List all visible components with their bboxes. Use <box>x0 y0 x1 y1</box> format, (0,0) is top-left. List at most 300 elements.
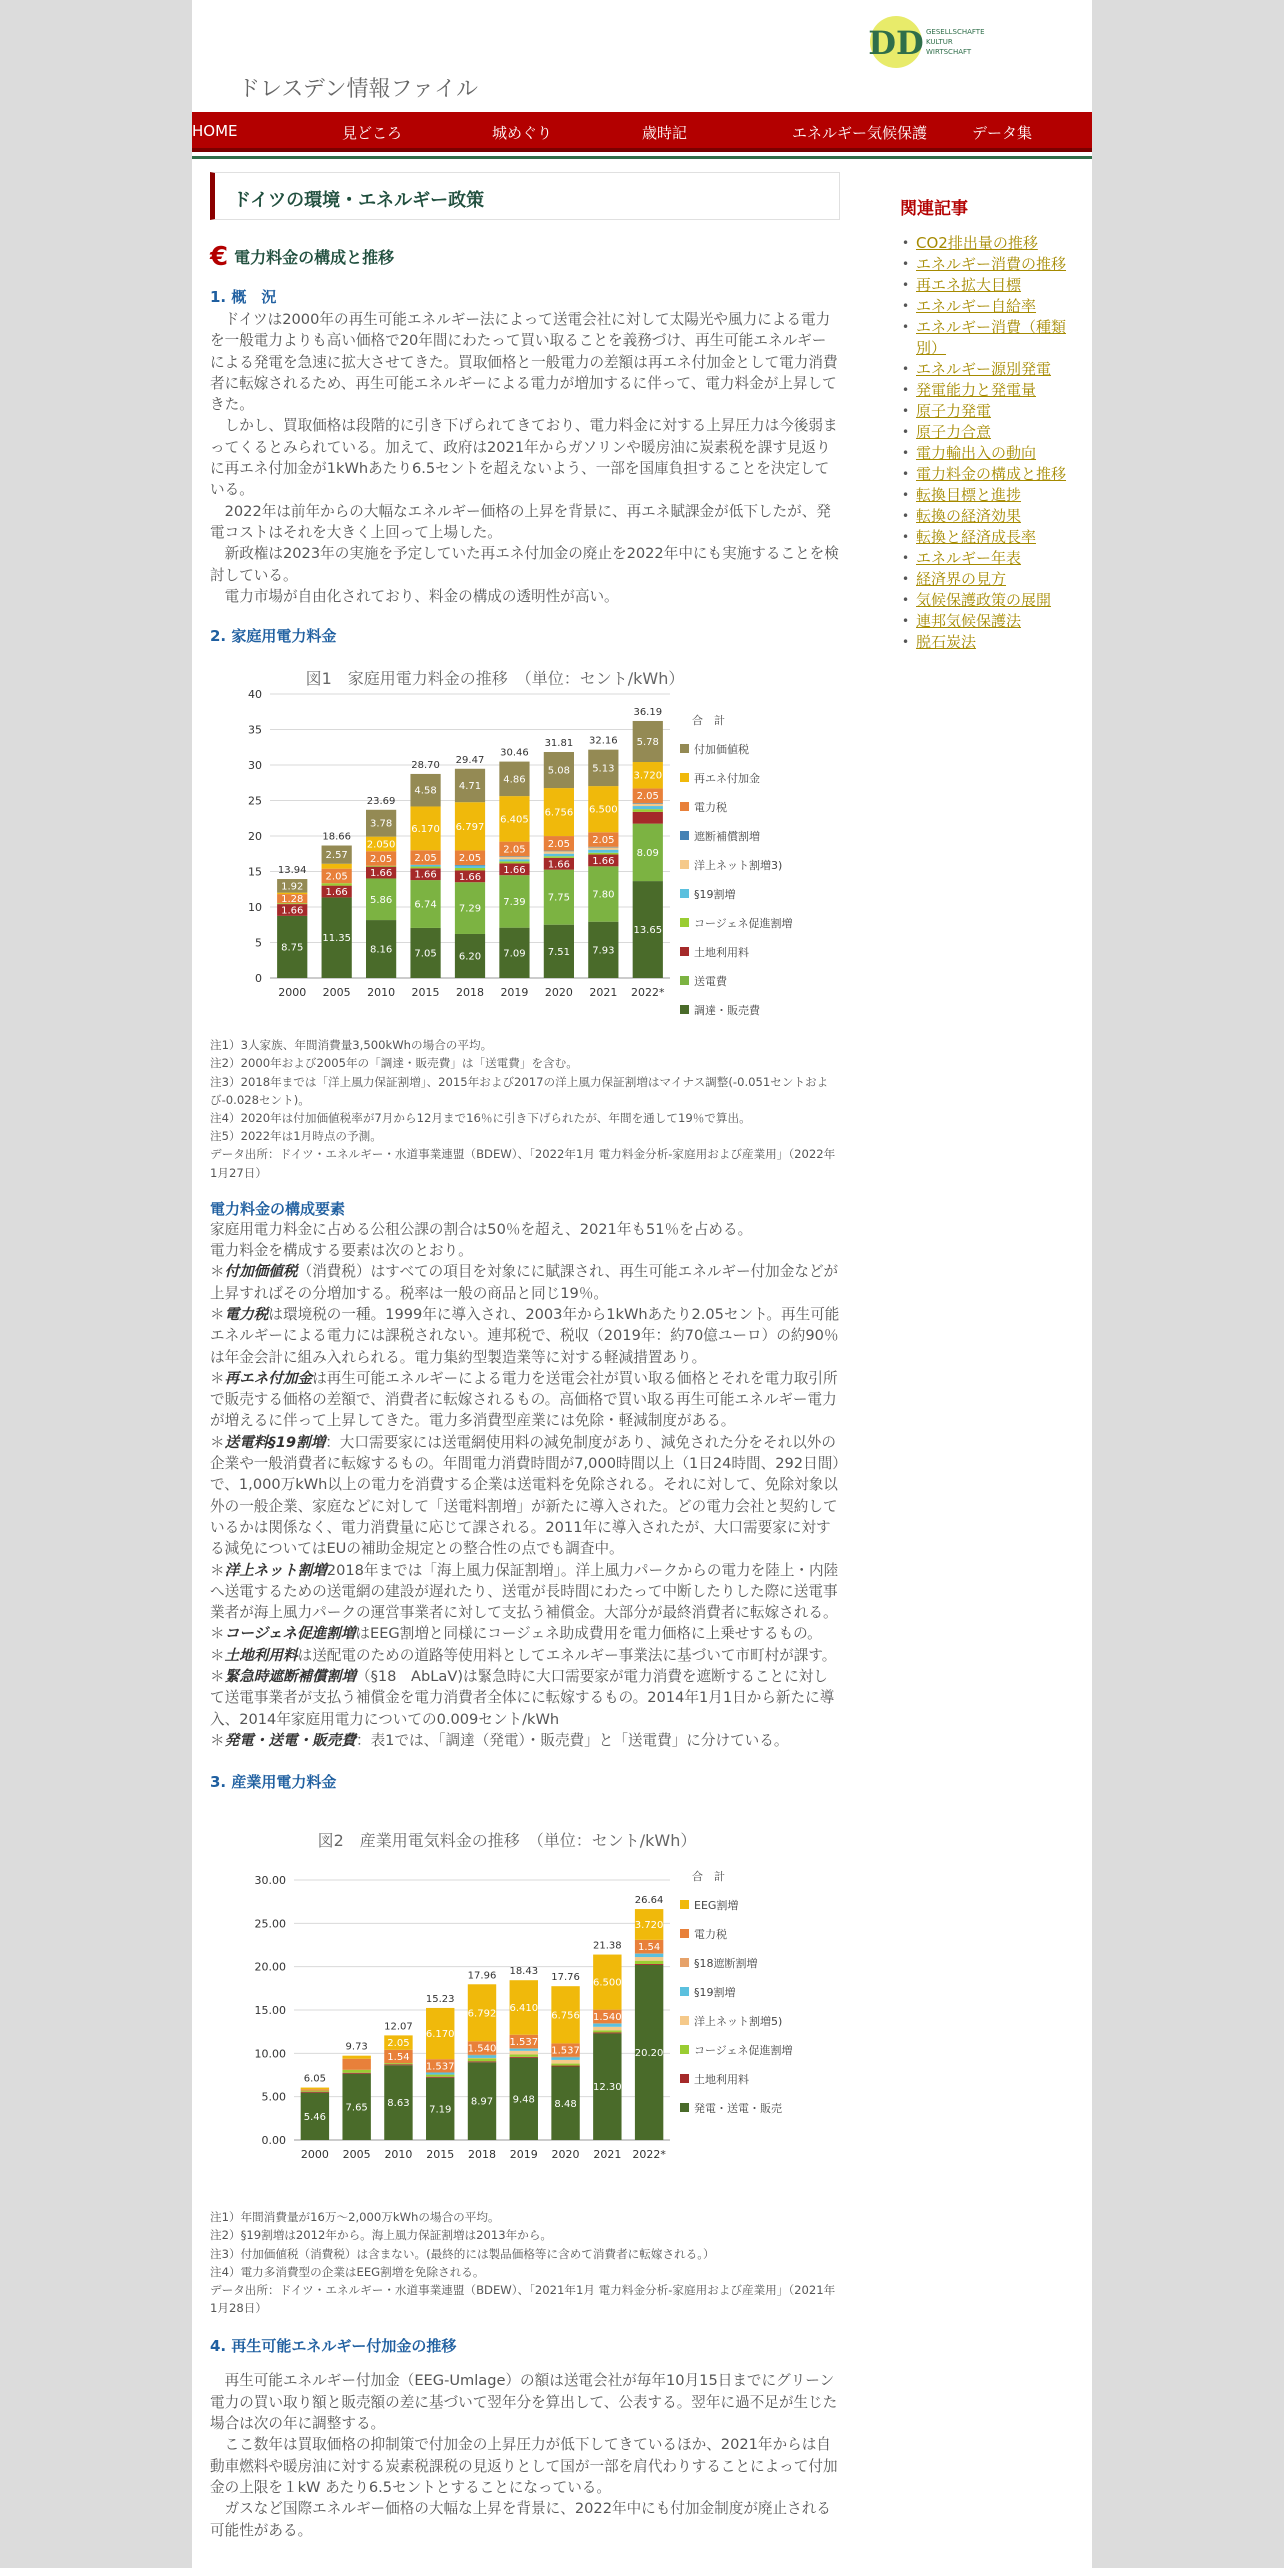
x-tick-label: 2000 <box>300 2148 329 2162</box>
data-label: 5.13 <box>592 763 615 775</box>
nav-sights[interactable]: 見どころ <box>342 124 403 142</box>
page <box>192 0 1092 2568</box>
data-label: 1.66 <box>414 869 437 881</box>
data-label: 7.05 <box>414 948 437 960</box>
bar-segment <box>593 2023 621 2024</box>
data-label: 1.540 <box>467 2043 497 2055</box>
bar-segment <box>499 859 529 861</box>
s4-paragraph: ガスなど国際エネルギー価格の大幅な上昇を背景に、2022年中にも付加金制度が廃止される可能性がある。 <box>210 2500 831 2539</box>
component-term: 再エネ付加金 <box>224 1369 313 1387</box>
fig1-note: 注4）2020年は付加価値税率が7月から12月まで16％に引き下げられたが、年間を通して19％で算出。 <box>210 1110 751 1125</box>
page-title-box <box>210 172 840 220</box>
x-tick-label: 2010 <box>384 2148 413 2162</box>
data-label: 1.66 <box>281 905 304 917</box>
x-tick-label: 2022* <box>631 986 665 1000</box>
s4-heading: 4. 再生可能エネルギー付加金の推移 <box>210 2337 457 2356</box>
sidebar-link[interactable]: • 発電能力と発電量 <box>900 380 1080 401</box>
legend-label: 合 計 <box>692 714 725 728</box>
data-label: 9.48 <box>512 2094 535 2106</box>
x-tick-label: 2005 <box>342 2148 371 2162</box>
component-text: はEEG割増と同様にコージェネ助成費用を電力価格に上乗せするもの。 <box>355 1625 822 1643</box>
total-label: 31.81 <box>544 738 574 750</box>
data-label: 1.537 <box>551 2045 580 2057</box>
bar-segment <box>633 812 663 824</box>
legend-label: 電力税 <box>694 1928 727 1942</box>
data-label: 1.54 <box>387 2052 410 2064</box>
sidebar-link[interactable]: • 経済界の見方 <box>900 569 1080 590</box>
x-tick-label: 2021 <box>593 2148 622 2162</box>
data-label: 8.97 <box>470 2096 494 2108</box>
bar-segment <box>468 2058 496 2061</box>
legend-label: コージェネ促進割増 <box>694 2044 793 2058</box>
sidebar-link[interactable]: • 転換と経済成長率 <box>900 527 1080 548</box>
sidebar-link[interactable]: • 電力料金の構成と推移 <box>900 464 1080 485</box>
bar-segment <box>410 867 440 869</box>
s1-paragraph: 電力市場が自由化されており、料金の構成の透明性が高い。 <box>224 587 619 605</box>
legend-label: §19割増 <box>694 888 736 902</box>
data-label: 13.65 <box>633 925 663 937</box>
chart-title: 図1 家庭用電力料金の推移 （単位：セント/kWh） <box>305 669 685 689</box>
component-term: 土地利用料 <box>224 1646 298 1664</box>
components-intro: 電力料金を構成する要素は次のとおり。 <box>210 1242 473 1260</box>
s1-paragraph: ドイツは2000年の再生可能エネルギー法によって送電会社に対して太陽光や風力による電力を一般電力よりも高い価格で20年間にわたって買い取ることを義務づけ、再生可能エネルギーによる発電を急速に拡大させてきた。買取価格と一般電力の差額は再エネ付加金として電力消費者に転嫁されるため、再生可能エネルギーによる電力が増加するに伴って、電力料金が上昇してきた。 <box>210 311 838 414</box>
data-label: 1.66 <box>592 856 615 868</box>
sidebar-link[interactable]: • 脱石炭法 <box>900 632 1080 653</box>
s4-paragraph: 再生可能エネルギー付加金（EEG-Umlage）の額は送電会社が毎年10月15日までにグリーン電力の買い取り額と販売額の差に基づいて翌年分を算出して、公表する。翌年に過不足が生じた場合は次の年に調整する。 <box>210 2372 838 2433</box>
fig1-note: 注2）2000年および2005年の「調達・販売費」は「送電費」を含む。 <box>210 1056 578 1071</box>
data-label: 2.05 <box>325 871 348 883</box>
component-item <box>210 1432 840 1560</box>
x-tick-label: 2018 <box>456 986 484 1000</box>
data-label: 6.20 <box>458 951 482 963</box>
data-label: 7.65 <box>345 2102 368 2114</box>
data-label: 2.05 <box>369 854 393 866</box>
data-label: 5.08 <box>547 765 571 777</box>
data-label: 1.66 <box>325 887 348 899</box>
bar-segment <box>635 1961 663 1964</box>
legend-swatch <box>680 976 689 985</box>
component-text: は環境税の一種。1999年に導入され、2003年から1kWhあたり2.05セント。再生可能エネルギーによる電力には課税されない。連邦税で、税収（2019年：約70億ユーロ）の約90％は年金会計に組み入れられる。電力集約型製造業等に対する軽減措置あり。 <box>210 1305 840 1366</box>
data-label: 4.86 <box>503 774 526 786</box>
y-tick-label: 25 <box>248 794 262 808</box>
bar-segment <box>499 856 529 857</box>
sidebar-link[interactable]: • エネルギー源別発電 <box>900 359 1080 380</box>
legend-label: 調達・販売費 <box>694 1004 760 1018</box>
y-tick-label: 30 <box>248 759 262 773</box>
bar-segment <box>426 2077 454 2078</box>
bar-segment <box>635 1964 663 1965</box>
bar-segment <box>426 2073 454 2075</box>
data-label: 7.80 <box>592 889 615 901</box>
data-label: 1.92 <box>281 881 304 893</box>
logo-sub-1: GESELLSCHAFTE <box>926 28 985 36</box>
legend-swatch <box>680 1929 689 1938</box>
legend-label: 発電・送電・販売 <box>694 2102 782 2116</box>
y-tick-label: 5 <box>255 936 262 950</box>
total-label: 15.23 <box>425 1994 455 2006</box>
fig1-note: 注5）2022年は1月時点の予測。 <box>210 1129 382 1144</box>
data-label: 5.78 <box>636 737 659 749</box>
bar-segment <box>510 2048 538 2049</box>
fig1-source: データ出所：ドイツ・エネルギー・水道事業連盟（BDEW）、「2022年1月 電力料金分析-家庭用および産業用」（2022年1月27日） <box>210 1147 836 1180</box>
data-label: 1.537 <box>509 2037 539 2049</box>
legend-swatch <box>680 744 689 753</box>
chart-household <box>210 660 840 1030</box>
logo-sub-3: WIRTSCHAFT <box>926 48 972 56</box>
legend-swatch <box>680 889 689 898</box>
bar-segment <box>633 803 663 804</box>
total-label: 18.66 <box>322 831 351 843</box>
s4-body <box>210 2370 840 2540</box>
fig2-note: 注3）付加価値税（消費税）は含まない。(最終的には製品価格等に含めて消費者に転嫁される。） <box>210 2246 715 2261</box>
legend-label: EEG割増 <box>694 1899 739 1913</box>
legend-swatch <box>680 2045 689 2054</box>
sidebar-link[interactable]: • 転換の経済効果 <box>900 506 1080 527</box>
data-label: 7.51 <box>547 946 571 958</box>
nav-divider <box>192 156 1092 159</box>
x-tick-label: 2010 <box>367 986 396 1000</box>
legend-label: 土地利用料 <box>694 2073 749 2087</box>
section-title-text: 電力料金の構成と推移 <box>234 248 395 267</box>
bar-segment <box>455 868 485 870</box>
bar-segment <box>342 2059 370 2070</box>
legend-swatch <box>680 2103 689 2112</box>
bar-segment <box>322 883 352 885</box>
sidebar-link[interactable]: • 電力輸出入の動向 <box>900 443 1080 464</box>
bar-segment <box>455 865 485 866</box>
bar-segment <box>551 2060 579 2064</box>
data-label: 2.05 <box>503 844 526 856</box>
data-label: 4.58 <box>414 785 437 797</box>
bar-segment <box>635 1957 663 1961</box>
legend-swatch <box>680 773 689 782</box>
bullet-star: ＊ <box>210 1731 225 1749</box>
bar-segment <box>551 2066 579 2067</box>
x-tick-label: 2019 <box>500 986 529 1000</box>
fig2-source: データ出所：ドイツ・エネルギー・水道事業連盟（BDEW）、「2021年1月 電力料金分析-家庭用および産業用」（2021年1月28日） <box>210 2283 836 2316</box>
total-label: 21.38 <box>593 1940 622 1952</box>
bar-segment <box>366 866 396 867</box>
x-tick-label: 2000 <box>278 986 307 1000</box>
y-tick-label: 0.00 <box>261 2134 286 2148</box>
site-logo[interactable] <box>868 14 985 70</box>
data-label: 8.16 <box>369 944 393 956</box>
fig2-notes <box>210 2208 840 2317</box>
component-term: コージェネ促進割増 <box>224 1625 356 1643</box>
legend-swatch <box>680 1987 689 1996</box>
sidebar-link[interactable]: • 再エネ拡大目標 <box>900 275 1080 296</box>
component-item <box>210 1261 840 1304</box>
x-tick-label: 2021 <box>589 986 618 1000</box>
data-label: 3.78 <box>369 818 393 830</box>
legend-swatch <box>680 1958 689 1967</box>
sidebar <box>900 194 1080 653</box>
legend-swatch <box>680 918 689 927</box>
data-label: 6.170 <box>425 2029 455 2041</box>
data-label: 2.05 <box>387 2038 410 2050</box>
chart-title: 図2 産業用電気料金の推移 （単位：セント/kWh） <box>317 1831 697 1851</box>
data-label: 1.54 <box>637 1942 661 1954</box>
bar-segment <box>301 2091 329 2092</box>
data-label: 2.05 <box>592 835 615 847</box>
components-intro: 家庭用電力料金に占める公租公課の割合は50％を超え、2021年も51％を占める。 <box>210 1220 753 1238</box>
data-label: 5.86 <box>369 894 393 906</box>
bar-segment <box>410 865 440 867</box>
legend-label: 合 計 <box>692 1870 725 1884</box>
data-label: 1.540 <box>593 2012 622 2024</box>
data-label: 3.720 <box>634 1920 664 1932</box>
legend-label: §18遮断割増 <box>694 1957 758 1971</box>
total-label: 29.47 <box>455 754 485 766</box>
site-title[interactable]: ドレスデン情報ファイル <box>238 77 479 102</box>
sidebar-link[interactable]: • 原子力発電 <box>900 401 1080 422</box>
bar-segment <box>593 2033 621 2034</box>
data-label: 1.28 <box>281 894 304 906</box>
x-tick-label: 2015 <box>411 986 440 1000</box>
euro-icon: € <box>210 242 229 272</box>
y-tick-label: 10 <box>248 901 262 915</box>
sidebar-list <box>900 233 1080 653</box>
bar-segment <box>544 854 574 857</box>
x-tick-label: 2019 <box>509 2148 538 2162</box>
s4-paragraph: ここ数年は買取価格の抑制策で付加金の上昇圧力が低下してきているほか、2021年からは自動車燃料や暖房油に対する炭素税課税の見返りとして国が一部を肩代わりすることによって付加金の上限を１kW あたり6.5セントとすることになっている。 <box>210 2436 838 2496</box>
component-text: 2018年までは「海上風力保証割増」。洋上風力パークからの電力を陸上・内陸へ送電するための送電網の建設が遅れたり、送電が長時間にわたって中断したりした際に送電事業者が海上風力パークの運営事業者に対して支払う補償金。大部分が最終消費者に転嫁される。 <box>210 1561 839 1622</box>
component-term: 発電・送電・販売費 <box>224 1731 356 1749</box>
component-item <box>210 1623 840 1644</box>
page-title: ドイツの環境・エネルギー政策 <box>233 190 485 211</box>
data-label: 4.71 <box>458 781 482 793</box>
y-tick-label: 20 <box>248 830 262 844</box>
y-tick-label: 25.00 <box>254 1917 286 1931</box>
data-label: 12.30 <box>593 2082 622 2094</box>
x-tick-label: 2005 <box>322 986 351 1000</box>
fig2-note: 注1）年間消費量が16万～2,000万kWhの場合の平均。 <box>210 2210 500 2225</box>
total-label: 30.46 <box>500 747 529 759</box>
data-label: 6.797 <box>455 821 485 833</box>
y-tick-label: 0 <box>255 972 262 986</box>
component-text: ：大口需要家には送電網使用料の減免制度があり、減免された分をそれ以外の企業や一般消費者に転嫁するもの。年間電力消費時間が7,000時間以上（1日24時間、292日間）で、1,000万kWh以上の電力を消費する企業は送電料を免除される。それに対して、免除対象以外の一般企業、家庭などに対して「送電料割増」が新たに導入された。どの電力会社と契約しているかは関係なく、電力消費量に応じて課される。2011年に導入されたが、大口需要家に対する減免についてはEUの補助金規定との整合性の点でも調査中。 <box>210 1433 840 1558</box>
total-label: 9.73 <box>345 2041 368 2053</box>
bar-segment <box>277 893 307 894</box>
component-item <box>210 1304 840 1368</box>
data-label: 7.75 <box>547 892 571 904</box>
data-label: 6.170 <box>411 824 440 836</box>
data-label: 1.66 <box>458 871 482 883</box>
s1-paragraph: 新政権は2023年の実施を予定していた再エネ付加金の廃止を2022年中にも実施することを検討している。 <box>210 545 839 584</box>
component-term: 付加価値税 <box>224 1263 298 1281</box>
component-item <box>210 1560 840 1624</box>
logo-sub-2: KULTUR <box>926 38 953 46</box>
legend-swatch <box>680 860 689 869</box>
sidebar-link[interactable]: • 転換目標と進捗 <box>900 485 1080 506</box>
y-tick-label: 5.00 <box>261 2090 286 2104</box>
s3-heading: 3. 産業用電力料金 <box>210 1773 337 1792</box>
data-label: 6.500 <box>593 1977 622 1989</box>
bar-segment <box>544 856 574 858</box>
bar-segment <box>593 2023 621 2027</box>
data-label: 2.05 <box>458 853 482 865</box>
components-list <box>210 1261 840 1751</box>
bar-segment <box>322 864 352 869</box>
legend-label: 土地利用料 <box>694 946 749 960</box>
components-heading: 電力料金の構成要素 <box>210 1199 346 1218</box>
bullet-star: ＊ <box>210 1305 225 1323</box>
data-label: 1.66 <box>503 864 526 876</box>
bar-segment <box>342 2073 370 2074</box>
bar-segment <box>588 847 618 848</box>
section-title <box>210 242 840 272</box>
y-tick-label: 10.00 <box>254 2047 286 2061</box>
nav-data[interactable]: データ集 <box>972 124 1033 142</box>
total-label: 6.05 <box>303 2073 327 2085</box>
total-label: 23.69 <box>366 795 396 807</box>
bar-segment <box>384 2063 412 2064</box>
fig1-note: 注1）3人家族、年間消費量3,500kWhの場合の平均。 <box>210 1038 493 1053</box>
data-label: 5.46 <box>303 2112 327 2124</box>
data-label: 8.48 <box>554 2098 577 2110</box>
bullet-star: ＊ <box>210 1646 225 1664</box>
legend-label: 洋上ネット割増3) <box>694 859 783 873</box>
bullet-star: ＊ <box>210 1625 225 1643</box>
bar-segment <box>593 2030 621 2032</box>
data-label: 1.66 <box>547 859 571 871</box>
legend-label: コージェネ促進割増 <box>694 917 793 931</box>
s2-heading: 2. 家庭用電力料金 <box>210 627 337 646</box>
site-header <box>192 0 1092 112</box>
y-tick-label: 15 <box>248 865 262 879</box>
data-label: 6.756 <box>551 2010 580 2022</box>
bar-segment <box>342 2056 370 2059</box>
sidebar-title: 関連記事 <box>900 199 968 219</box>
y-tick-label: 20.00 <box>254 1960 286 1974</box>
sidebar-link[interactable]: • エネルギー消費（種類別） <box>900 317 1080 359</box>
y-tick-label: 15.00 <box>254 2004 286 2018</box>
bar-segment <box>633 806 663 809</box>
legend-label: 遮断補償割増 <box>694 830 760 844</box>
data-label: 20.20 <box>634 2048 664 2060</box>
legend-label: 再エネ付加金 <box>694 772 760 786</box>
component-item <box>210 1645 840 1666</box>
data-label: 7.93 <box>592 945 615 957</box>
bar-segment <box>635 1953 663 1957</box>
bar-segment <box>301 2090 329 2091</box>
x-tick-label: 2022* <box>632 2148 666 2162</box>
bar-segment <box>635 1953 663 1954</box>
bar-segment <box>551 2057 579 2058</box>
sidebar-link[interactable]: • エネルギー年表 <box>900 548 1080 569</box>
bar-segment <box>510 2051 538 2055</box>
sidebar-link[interactable]: • CO2排出量の推移 <box>900 233 1080 254</box>
bullet-star: ＊ <box>210 1263 225 1281</box>
bar-segment <box>588 850 618 853</box>
y-tick-label: 35 <box>248 723 262 737</box>
sidebar-link[interactable]: • 連邦気候保護法 <box>900 611 1080 632</box>
legend-swatch <box>680 2016 689 2025</box>
sidebar-link[interactable]: • エネルギー自給率 <box>900 296 1080 317</box>
data-label: 6.500 <box>589 804 618 816</box>
legend-label: §19割増 <box>694 1986 736 2000</box>
y-tick-label: 30.00 <box>254 1874 286 1888</box>
data-label: 2.57 <box>325 850 348 862</box>
total-label: 28.70 <box>411 760 440 772</box>
data-label: 2.05 <box>636 791 659 803</box>
data-label: 8.09 <box>636 848 659 860</box>
nav-home[interactable]: HOME <box>192 122 238 140</box>
legend-swatch <box>680 1900 689 1909</box>
component-item <box>210 1368 840 1432</box>
bar-segment <box>468 2058 496 2059</box>
data-label: 7.39 <box>503 897 526 909</box>
nav-seasons[interactable]: 歳時記 <box>642 124 688 142</box>
legend-label: 付加価値税 <box>694 743 749 757</box>
bar-segment <box>593 2027 621 2030</box>
y-tick-label: 40 <box>248 688 262 702</box>
x-tick-label: 2020 <box>544 986 573 1000</box>
data-label: 6.410 <box>509 2003 539 2015</box>
legend-swatch <box>680 802 689 811</box>
legend-swatch <box>680 2074 689 2083</box>
x-tick-label: 2018 <box>468 2148 496 2162</box>
bar-segment <box>544 851 574 852</box>
data-label: 1.537 <box>425 2061 455 2073</box>
sidebar-link[interactable]: • エネルギー消費の推移 <box>900 254 1080 275</box>
data-label: 8.75 <box>281 942 304 954</box>
sidebar-link[interactable]: • 原子力合意 <box>900 422 1080 443</box>
legend-label: 送電費 <box>694 975 727 989</box>
total-label: 18.43 <box>509 1966 539 1978</box>
data-label: 6.756 <box>544 807 574 819</box>
component-item <box>210 1730 840 1751</box>
main-nav <box>192 112 1092 152</box>
nav-energy-climate[interactable]: エネルギー気候保護 <box>792 124 928 142</box>
bullet-star: ＊ <box>210 1561 225 1579</box>
data-label: 8.63 <box>387 2098 410 2110</box>
s1-paragraph: 2022年は前年からの大幅なエネルギー価格の上昇を背景に、再エネ賦課金が低下したが、発電コストはそれを大きく上回って上場した。 <box>210 502 831 541</box>
main-content <box>210 172 840 2541</box>
data-label: 6.405 <box>500 814 529 826</box>
component-text: （§18 AbLaV)は緊急時に大口需要家が電力消費を遮断することに対して送電事業者が支払う補償金を電力消費者全体にに転嫁するもの。2014年1月1日から新たに導入、2014年家庭用電力についての0.009セント/kWh <box>210 1668 835 1728</box>
component-text: は再生可能エネルギーによる電力を送電会社が買い取る価格とそれを電力取引所で販売する価格の差額で、消費者に転嫁されるもの。高価格で買い取る再生可能エネルギー電力が増えるに伴って上昇してきた。電力多消費型産業には免除・軽減制度がある。 <box>210 1369 838 1430</box>
data-label: 11.35 <box>322 933 351 945</box>
s1-paragraph: しかし、買取価格は段階的に引き下げられてきており、電力料金に対する上昇圧力は今後弱まってくるとみられている。加えて、政府は2021年からガソリンや暖房油に炭素税を課す見返りに再エネ付加金が1kWhあたり6.5セントを超えないよう、一部を国庫負担することを決定している。 <box>210 417 838 499</box>
legend-label: 電力税 <box>694 801 727 815</box>
bullet-star: ＊ <box>210 1668 225 1686</box>
component-text: は送配電のための道路等使用料としてエネルギー事業法に基づいて市町村が課す。 <box>297 1646 837 1664</box>
bullet-star: ＊ <box>210 1433 225 1451</box>
data-label: 3.720 <box>633 770 663 782</box>
bar-segment <box>468 2055 496 2056</box>
data-label: 2.05 <box>547 839 571 851</box>
bar-segment <box>499 862 529 864</box>
legend-swatch <box>680 831 689 840</box>
nav-castles[interactable]: 城めぐり <box>492 124 553 142</box>
sidebar-link[interactable]: • 気候保護政策の展開 <box>900 590 1080 611</box>
fig2-note: 注4）電力多消費型の企業はEEG割増を免除される。 <box>210 2264 485 2279</box>
bar-segment <box>510 2057 538 2058</box>
component-term: 電力税 <box>224 1305 269 1323</box>
bullet-star: ＊ <box>210 1369 225 1387</box>
total-label: 13.94 <box>277 865 307 877</box>
data-label: 2.050 <box>366 839 396 851</box>
component-item <box>210 1666 840 1730</box>
bar-segment <box>510 2055 538 2057</box>
legend-swatch <box>680 1005 689 1014</box>
bar-segment <box>455 865 485 868</box>
bar-segment <box>301 2092 329 2093</box>
total-label: 26.64 <box>634 1895 664 1907</box>
bar-segment <box>301 2088 329 2090</box>
data-label: 2.05 <box>414 853 437 865</box>
